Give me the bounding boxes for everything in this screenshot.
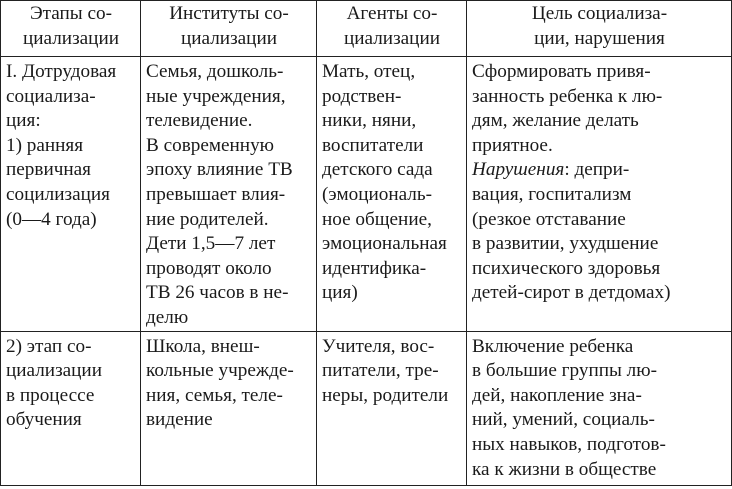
table-row	[1, 57, 732, 332]
header-stages: Этапы со- циализации	[1, 1, 141, 57]
cell-institutions: Школа, внеш- кольные учрежде- ния, семья, теле- видение	[141, 331, 317, 485]
cell-goal: Включение ребенка в большие группы лю- дей, накопление зна- ний, умений, социаль- ных навыков, подготов- ка к жизни в обществе	[467, 331, 732, 485]
cell-stage: I. Дотрудовая социализа- ция: 1) ранняя первичная социлизация (0—4 года)	[1, 57, 141, 332]
table-row	[1, 331, 732, 485]
table-header-row	[1, 1, 732, 57]
cell-institutions: Семья, дошколь- ные учреждения, телевидение. В современную эпоху влияние ТВ превышает влия- ние родителей. Дети 1,5—7 лет проводят около ТВ 26 часов в не- делю	[141, 57, 317, 332]
cell-goal: Сформировать привя- занность ребенка к лю- дям, желание делать приятное. Нарушения: депри- вация, госпитализм (резкое отставание в развитии, ухудшение психического здоровья детей-сирот в детдомах)	[467, 57, 732, 332]
cell-stage: 2) этап со- циализации в процессе обучения	[1, 331, 141, 485]
header-institutions: Институты со- циализации	[141, 1, 317, 57]
violations-label: Нарушения	[472, 159, 565, 181]
header-goal: Цель социализа- ции, нарушения	[467, 1, 732, 57]
cell-agents: Мать, отец, родствен- ники, няни, воспитатели детского сада (эмоциональ- ное общение, эмоциональная идентифика- ция)	[317, 57, 467, 332]
header-agents: Агенты со- циализации	[317, 1, 467, 57]
violations-line: Нарушения: депри-	[472, 159, 630, 181]
cell-agents: Учителя, вос- питатели, тре- неры, родители	[317, 331, 467, 485]
